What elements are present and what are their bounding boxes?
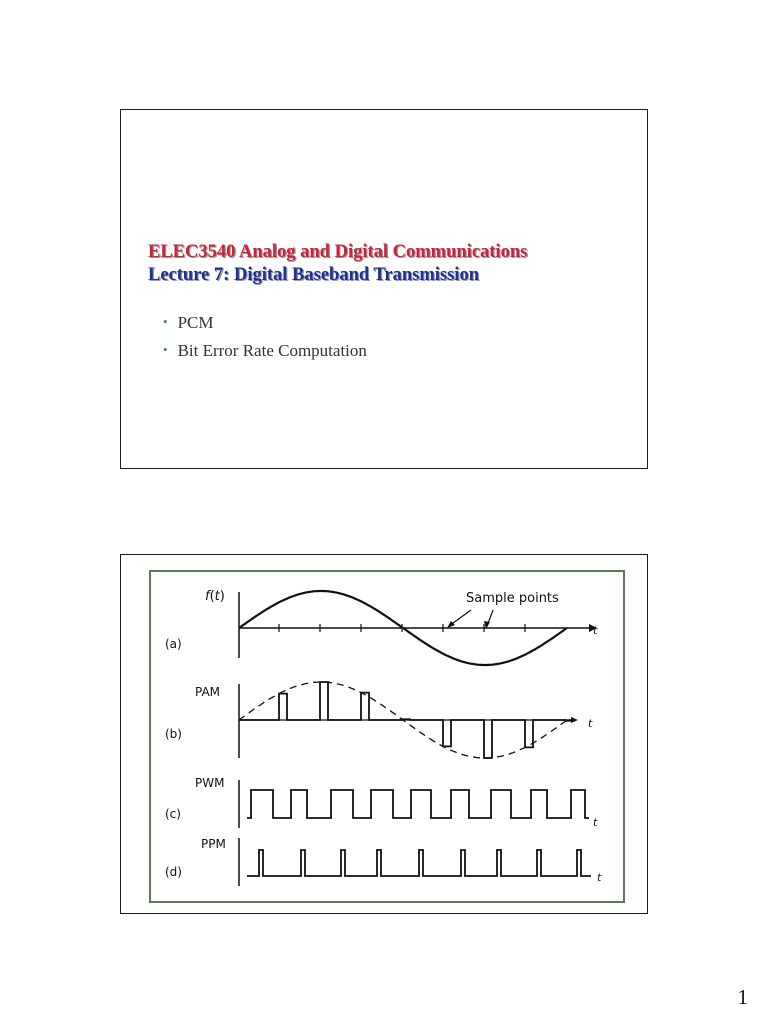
pam-pulses (239, 682, 574, 758)
t-axis-label-d: t (597, 871, 602, 884)
modulation-diagram (151, 572, 623, 901)
t-axis-label-b: t (588, 717, 593, 730)
pwm-pulses (247, 790, 589, 818)
bullet-text: PCM (177, 313, 214, 332)
panel-label-b: (b) (165, 727, 182, 741)
bullet-item (163, 309, 367, 337)
bullet-dot-icon: • (163, 342, 168, 357)
modulation-figure (149, 570, 625, 903)
t-axis-label-a: t (593, 624, 598, 637)
panel-label-a: (a) (165, 637, 182, 651)
ppm-label: PPM (201, 837, 226, 851)
slide-2 (120, 554, 648, 914)
course-title: ELEC3540 Analog and Digital Communications (148, 242, 528, 262)
panel-label-d: (d) (165, 865, 182, 879)
pam-label: PAM (195, 685, 221, 699)
page-number: 1 (737, 985, 748, 1009)
slide-1 (120, 109, 648, 469)
sample-points-label: Sample points (466, 591, 559, 606)
lecture-title: Lecture 7: Digital Baseband Transmission (148, 265, 479, 285)
f-of-t-label: f(t) (205, 589, 225, 604)
bullet-item (163, 337, 367, 365)
bullet-text: Bit Error Rate Computation (177, 341, 367, 360)
bullet-list (163, 309, 367, 365)
bullet-dot-icon: • (163, 314, 168, 329)
ppm-pulses (247, 850, 591, 876)
pwm-label: PWM (195, 776, 225, 790)
t-axis-label-c: t (593, 816, 598, 829)
panel-label-c: (c) (165, 807, 181, 821)
